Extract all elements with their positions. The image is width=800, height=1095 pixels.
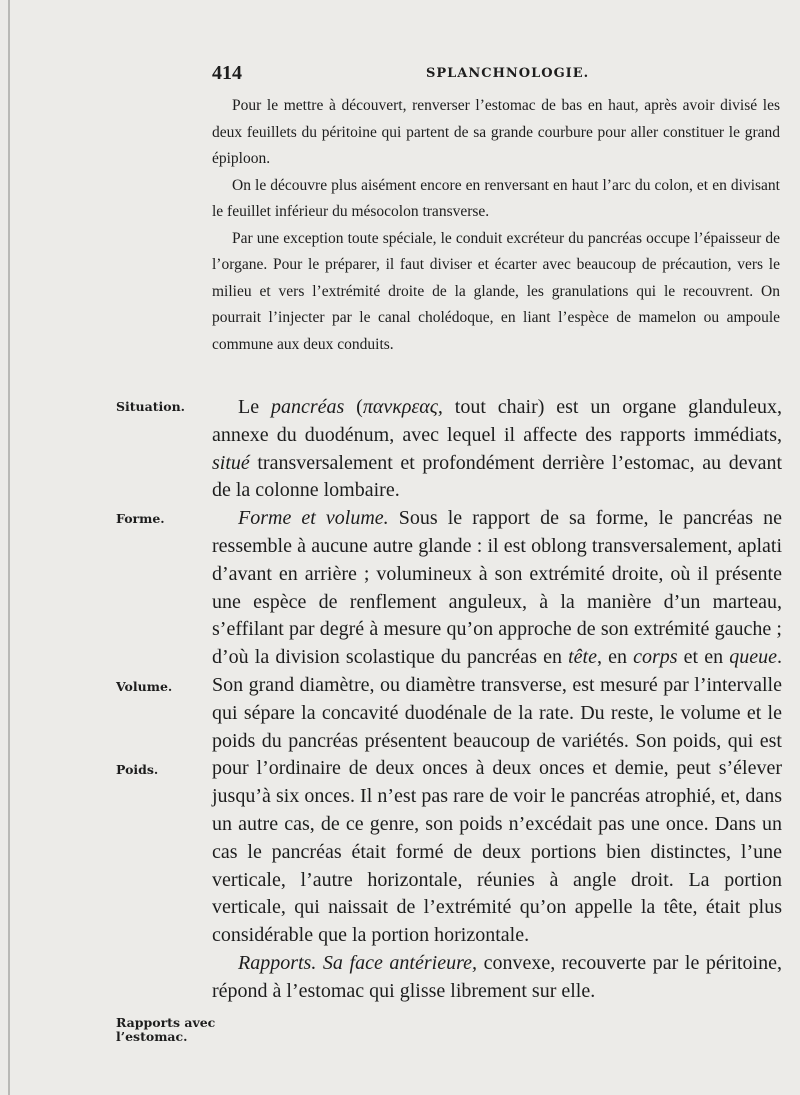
term-situe: situé: [212, 451, 250, 474]
preparation-paragraph-3: Par une exception toute spéciale, le conduit excréteur du pancréas occupe l’épaisseur de l’organe. Pour le préparer, il faut diviser et écarter avec beaucoup de précaution, vers le milieu et vers l’extrémité droite de la glande, les granulations qui le recouvrent. On pourrait l’injecter par le canal cholédoque, en liant l’espèce de mamelon ou ampoule commune aux deux conduits.: [212, 229, 780, 353]
running-title: SPLANCHNOLOGIE.: [426, 66, 590, 81]
margin-note-volume: Volume.: [116, 679, 173, 694]
margin-note-forme: Forme.: [116, 511, 165, 526]
margin-note-rapports: [116, 1016, 215, 1044]
forme-lead: Forme et volume.: [238, 507, 389, 530]
page-number: 414: [212, 62, 242, 84]
margin-note-rapports-line1: Rapports avec: [116, 1015, 216, 1030]
rapports-paragraph: Rapports. Sa face antérieure, convexe, recouverte par le péritoine, répond à l’estomac qui glisse librement sur elle.: [212, 951, 782, 1002]
situation-paragraph: Le pancréas (πανκρεας, tout chair) est un organe glanduleux, annexe du duodénum, avec lequel il affecte des rapports immédiats, situé transversalement et profondément derrière l’estomac, au devant de la colonne lombaire.: [212, 396, 782, 502]
rapports-lead: Rapports. Sa face antérieure,: [238, 951, 477, 974]
main-text: [212, 394, 782, 1006]
term-corps: corps: [633, 646, 678, 669]
term-tete: tête: [568, 646, 597, 669]
preparation-paragraph-1: Pour le mettre à découvert, renverser l’estomac de bas en haut, après avoir divisé les deux feuillets du péritoine qui partent de sa grande courbure pour aller constituer le grand épiploon.: [212, 97, 780, 167]
margin-note-rapports-line2: l’estomac.: [116, 1029, 188, 1044]
greek-word: πανκρεας,: [362, 396, 443, 418]
preparation-section: [212, 93, 780, 358]
forme-paragraph: Forme et volume. Sous le rapport de sa forme, le pancréas ne ressemble à aucune autre glande : il est oblong transversalement, aplati d’avant en arrière ; volumineux à son extrémité droite, où il présente une espèce de renflement anguleux, à la manière d’un marteau, s’effilant par degré à mesure qu’on approche de son extrémité gauche ; d’où la division scolastique du pancréas en tête, en corps et en queue. Son grand diamètre, ou diamètre transverse, est mesuré par l’intervalle qui sépare la concavité duodénale de la rate. Du reste, le volume et le poids du pancréas présentent beaucoup de variétés. Son poids, qui est pour l’ordinaire de deux onces à deux onces et demie, peut s’élever jusqu’à six onces. Il n’est pas rare de voir le pancréas atrophié, et, dans un autre cas, de ce genre, son poids n’excédait pas une once. Dans un cas le pancréas était formé de deux portions bien distinctes, l’une verticale, l’autre horizontale, réunies à angle droit. La portion verticale, qui naissait de l’extrémité qu’on appelle la tête, était plus considérable que la portion horizontale.: [212, 507, 782, 947]
margin-note-situation: Situation.: [116, 399, 186, 414]
term-queue: queue: [729, 646, 777, 669]
preparation-paragraph-2: On le découvre plus aisément encore en renversant en haut l’arc du colon, et en divisant le feuillet inférieur du mésocolon transverse.: [212, 176, 780, 220]
term-pancreas: pancréas: [270, 396, 345, 418]
margin-note-poids: Poids.: [116, 762, 159, 777]
page-header: [212, 62, 782, 90]
